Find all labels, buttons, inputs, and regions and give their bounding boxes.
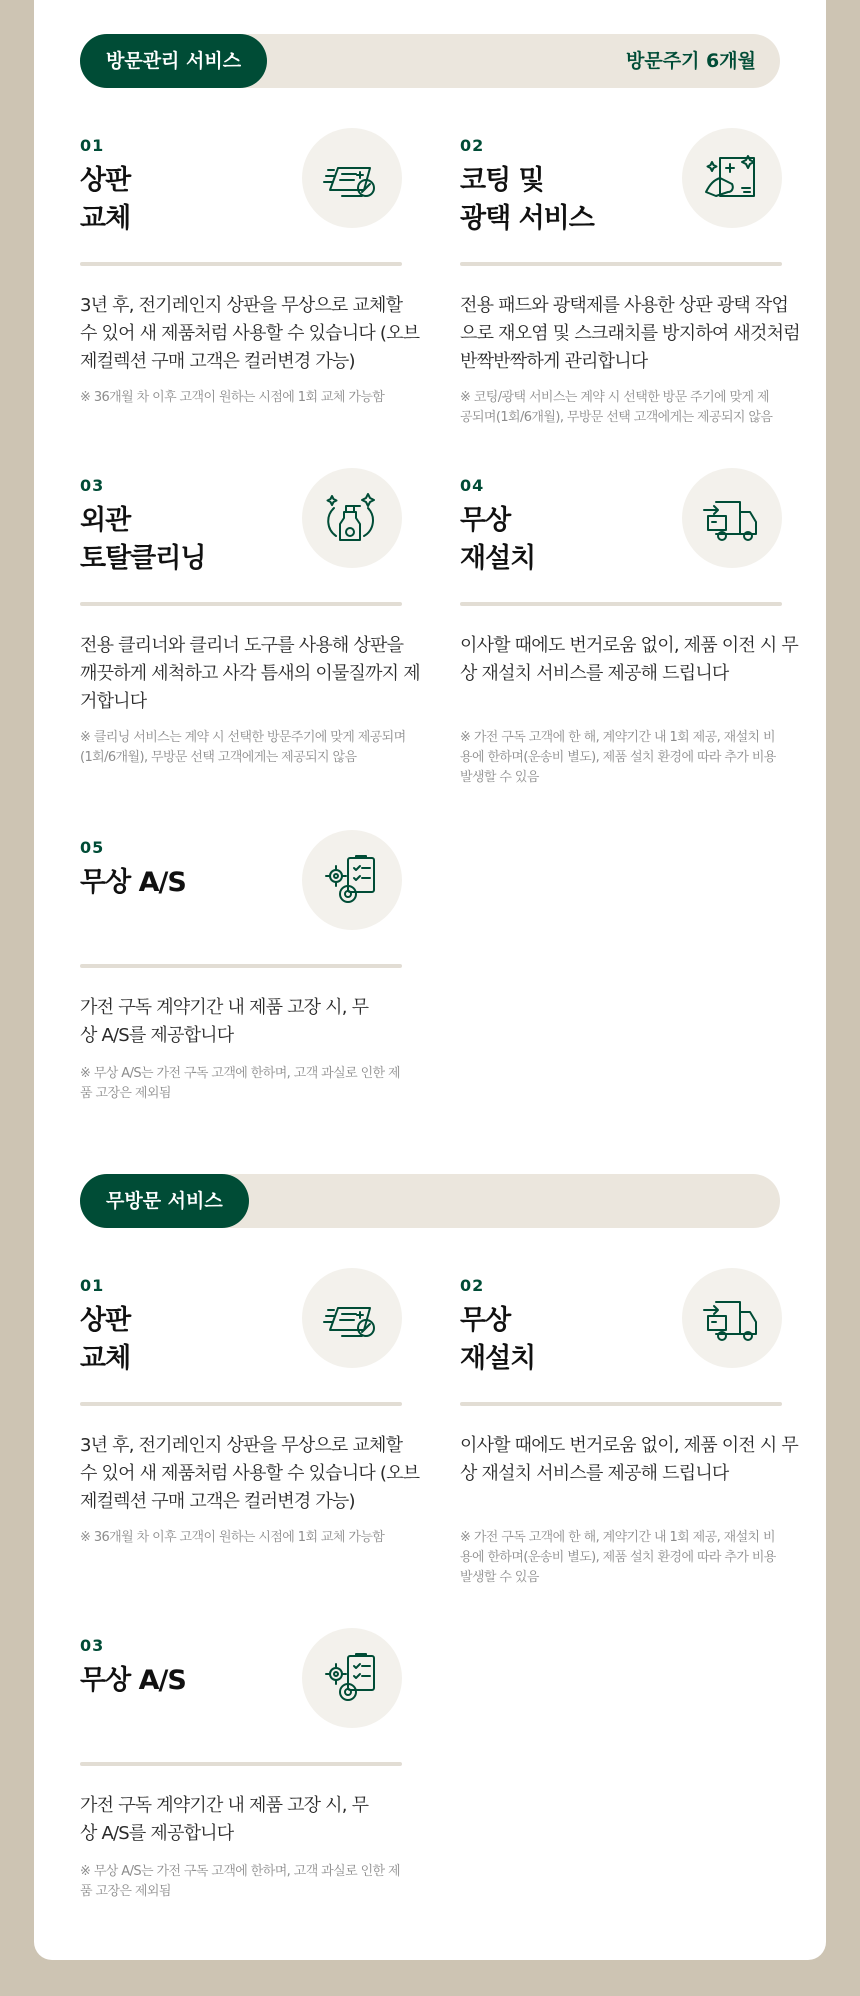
item-note: ※ 코팅/광택 서비스는 계약 시 선택한 방문 주기에 맞게 제공되며(1회/6개월), 무방문 선택 고객에게는 제공되지 않음	[460, 390, 773, 425]
after-service-icon	[302, 830, 402, 930]
item-divider	[460, 1402, 782, 1406]
plate-replace-icon	[302, 1268, 402, 1368]
item-title: 무상 A/S	[80, 867, 186, 898]
item-number: 05	[80, 838, 105, 857]
item-divider	[460, 262, 782, 266]
item-title: 무상 재설치	[460, 505, 536, 574]
item-divider	[80, 964, 402, 968]
item-note: ※ 클리닝 서비스는 계약 시 선택한 방문주기에 맞게 제공되며(1회/6개월), 무방문 선택 고객에게는 제공되지 않음	[80, 730, 406, 765]
item-description: 가전 구독 계약기간 내 제품 고장 시, 무상 A/S를 제공합니다	[80, 997, 369, 1046]
moving-truck-icon	[682, 468, 782, 568]
item-description: 3년 후, 전기레인지 상판을 무상으로 교체할 수 있어 새 제품처럼 사용할 수 있습니다 (오브제컬렉션 구매 고객은 컬러변경 가능)	[80, 1435, 420, 1512]
moving-truck-icon	[682, 1268, 782, 1368]
item-note: ※ 가전 구독 고객에 한 해, 계약기간 내 1회 제공, 재설치 비용에 한하며(운송비 별도), 제품 설치 환경에 따라 추가 비용 발생할 수 있음	[460, 1530, 776, 1585]
item-divider	[460, 602, 782, 606]
item-description: 전용 클리너와 클리너 도구를 사용해 상판을 깨끗하게 세척하고 사각 틈새의 이물질까지 제거합니다	[80, 635, 420, 712]
item-divider	[80, 1402, 402, 1406]
item-divider	[80, 262, 402, 266]
item-number: 01	[80, 1276, 105, 1295]
item-number: 03	[80, 476, 105, 495]
item-number: 01	[80, 136, 105, 155]
item-title: 무상 A/S	[80, 1665, 186, 1696]
visit-cycle-text: 방문주기 6개월	[626, 50, 756, 72]
service-card	[34, 0, 826, 1960]
item-description: 이사할 때에도 번거로움 없이, 제품 이전 시 무상 재설치 서비스를 제공해 드립니다	[460, 1435, 798, 1484]
item-note: ※ 36개월 차 이후 고객이 원하는 시점에 1회 교체 가능함	[80, 1530, 385, 1545]
item-number: 02	[460, 1276, 485, 1295]
item-divider	[80, 602, 402, 606]
item-title: 무상 재설치	[460, 1305, 536, 1374]
item-description: 이사할 때에도 번거로움 없이, 제품 이전 시 무상 재설치 서비스를 제공해 드립니다	[460, 635, 798, 684]
item-title: 코팅 및 광택 서비스	[460, 165, 594, 234]
cleaning-spray-icon	[302, 468, 402, 568]
item-title: 상판 교체	[80, 165, 131, 234]
item-number: 04	[460, 476, 485, 495]
item-number: 03	[80, 1636, 105, 1655]
item-description: 가전 구독 계약기간 내 제품 고장 시, 무상 A/S를 제공합니다	[80, 1795, 369, 1844]
item-note: ※ 무상 A/S는 가전 구독 고객에 한하며, 고객 과실로 인한 제품 고장은 제외됨	[80, 1864, 400, 1899]
visit-service-header	[80, 34, 780, 88]
item-description: 3년 후, 전기레인지 상판을 무상으로 교체할 수 있어 새 제품처럼 사용할 수 있습니다 (오브제컬렉션 구매 고객은 컬러변경 가능)	[80, 295, 420, 372]
plate-replace-icon	[302, 128, 402, 228]
nonvisit-service-header	[80, 1174, 780, 1228]
item-note: ※ 무상 A/S는 가전 구독 고객에 한하며, 고객 과실로 인한 제품 고장은 제외됨	[80, 1066, 400, 1101]
after-service-icon	[302, 1628, 402, 1728]
item-description: 전용 패드와 광택제를 사용한 상판 광택 작업으로 재오염 및 스크래치를 방지하여 새것처럼 반짝반짝하게 관리합니다	[460, 295, 800, 372]
item-divider	[80, 1762, 402, 1766]
item-title: 외관 토탈클리닝	[80, 505, 206, 574]
visit-service-label: 방문관리 서비스	[80, 34, 267, 88]
item-note: ※ 36개월 차 이후 고객이 원하는 시점에 1회 교체 가능함	[80, 390, 385, 405]
item-note: ※ 가전 구독 고객에 한 해, 계약기간 내 1회 제공, 재설치 비용에 한하며(운송비 별도), 제품 설치 환경에 따라 추가 비용 발생할 수 있음	[460, 730, 776, 785]
coating-polish-icon	[682, 128, 782, 228]
nonvisit-service-label: 무방문 서비스	[80, 1174, 249, 1228]
item-title: 상판 교체	[80, 1305, 131, 1374]
item-number: 02	[460, 136, 485, 155]
